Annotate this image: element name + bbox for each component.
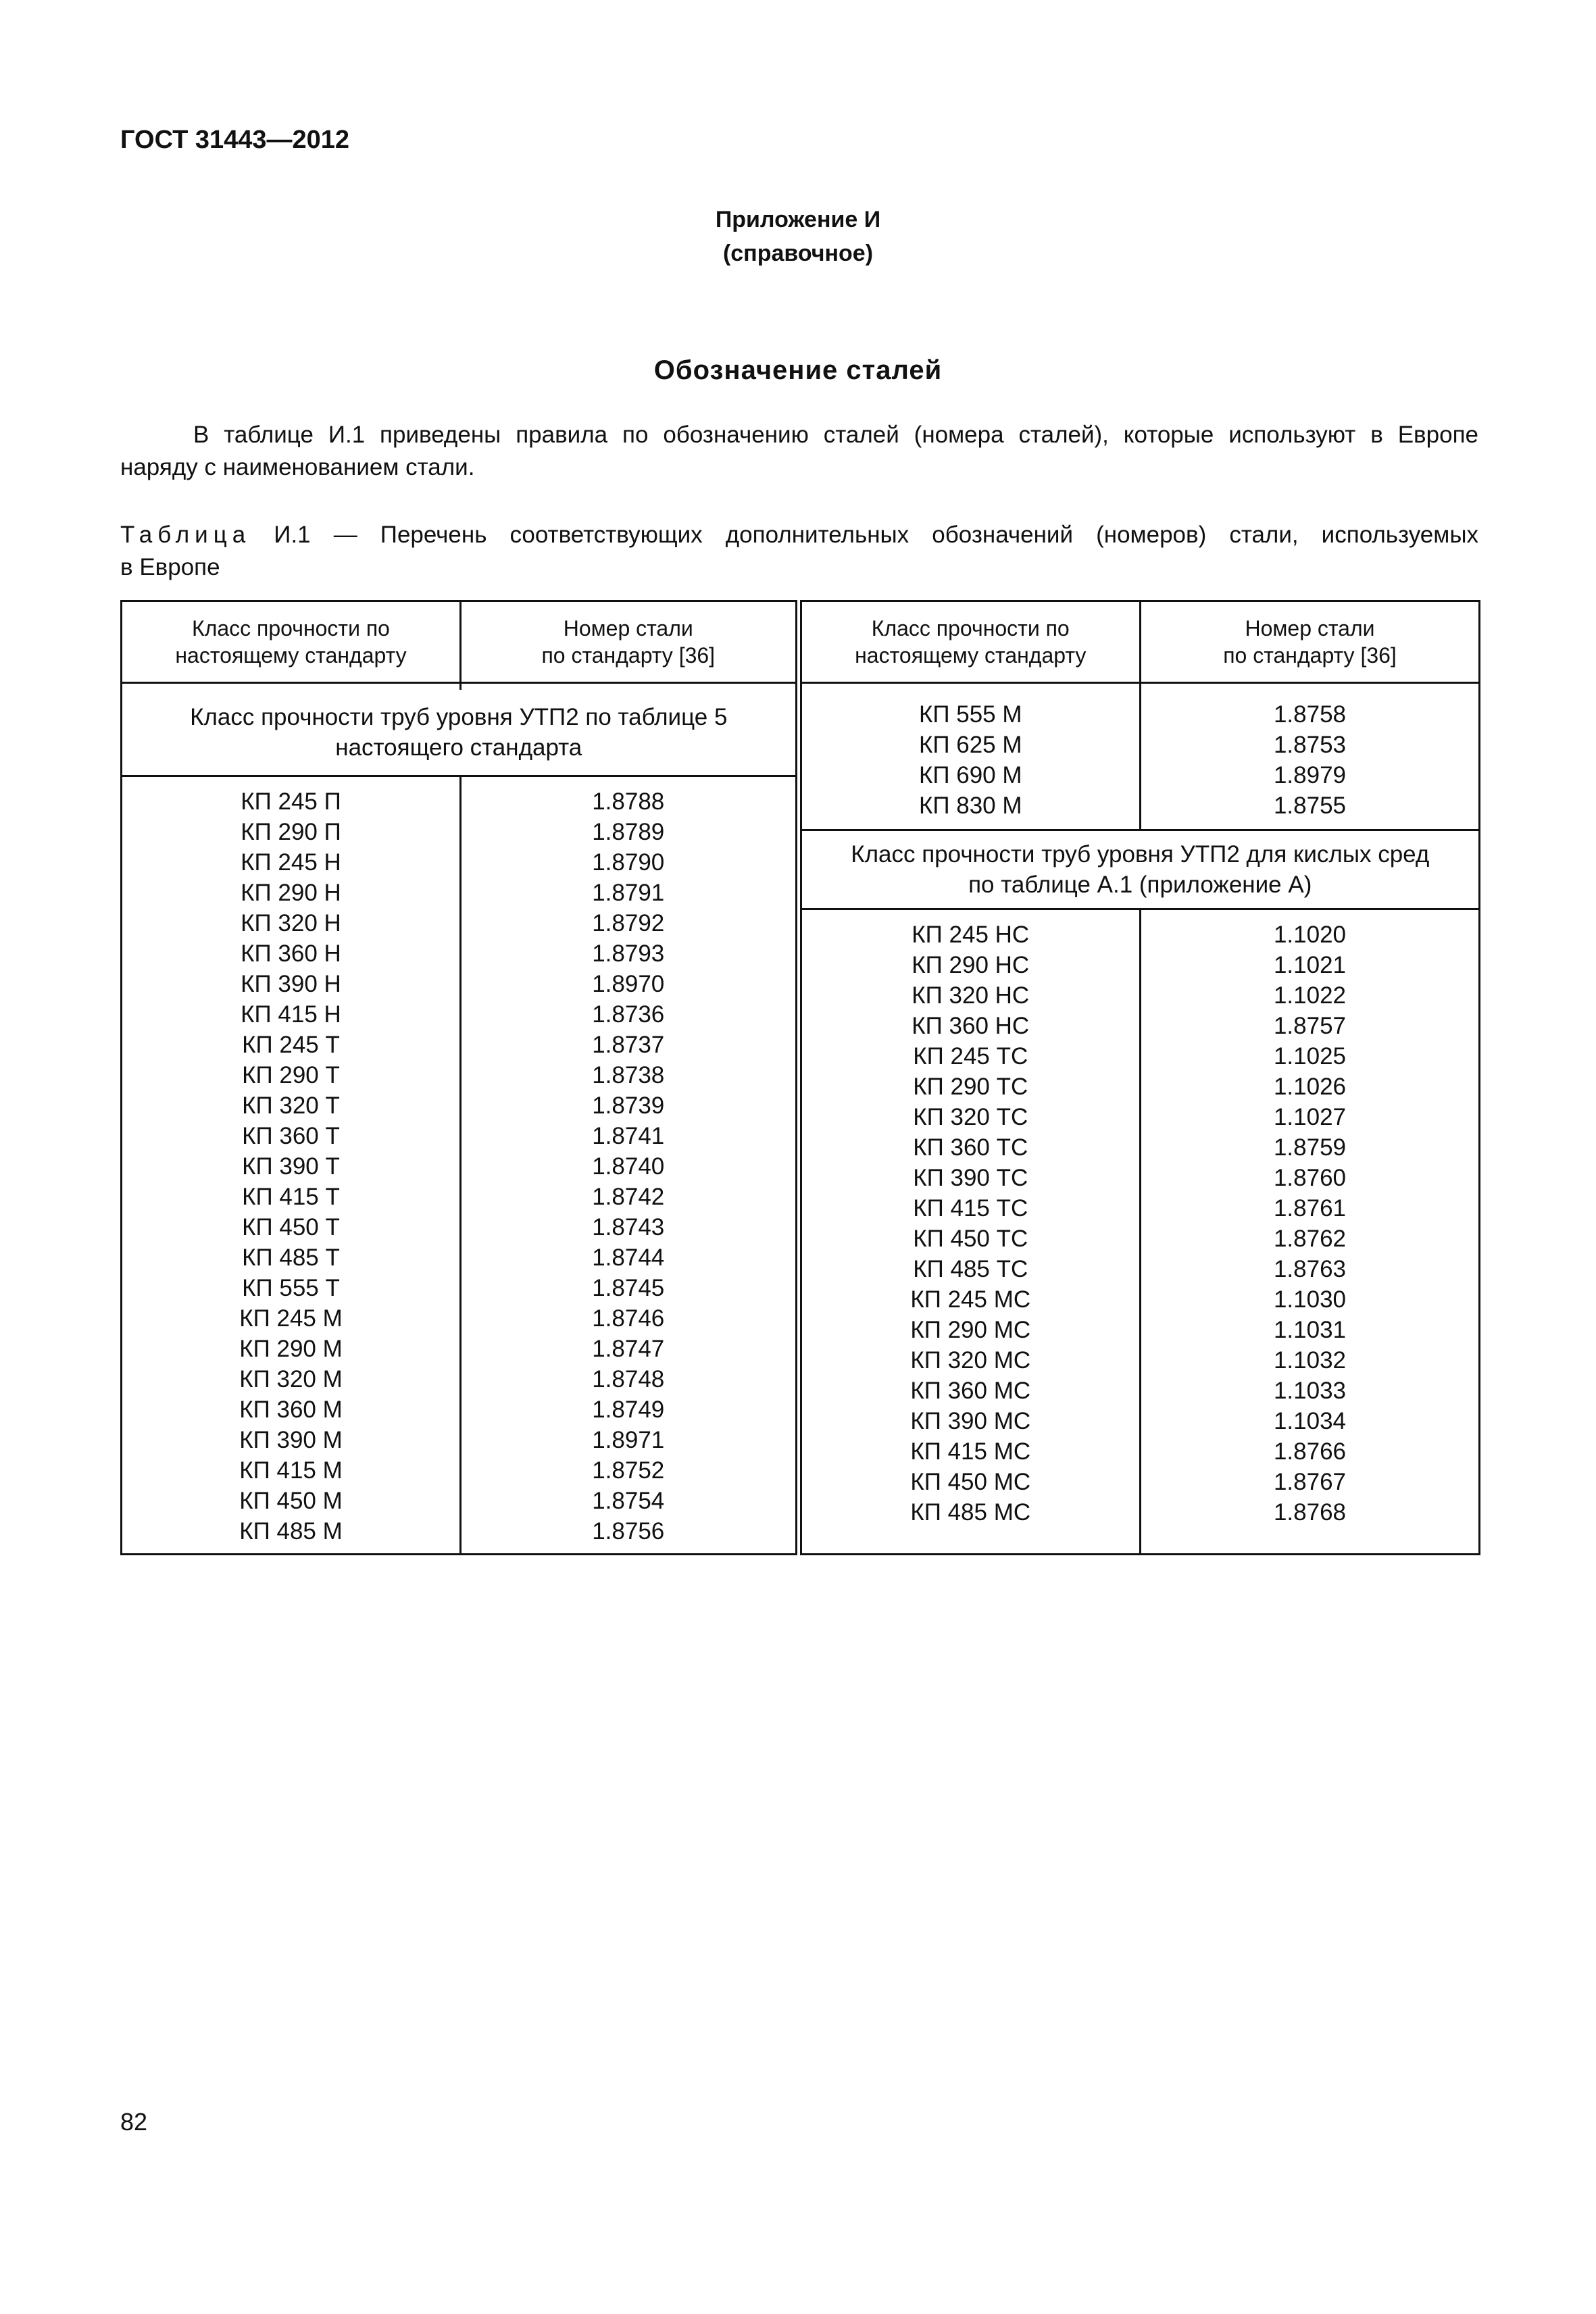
strength-class-cell: КП 415 Т [242,1183,340,1210]
left-group-heading: Класс прочности труб уровня УТП2 по таблице 5 настоящего стандарта [122,690,799,776]
strength-class-cell: КП 290 П [241,818,341,845]
strength-class-cell: КП 450 МС [910,1468,1031,1495]
strength-class-cell: КП 450 ТС [913,1225,1028,1252]
steel-number-cell: 1.8739 [592,1092,665,1119]
table-header-row [122,601,1480,683]
strength-class-cell: КП 360 НС [912,1012,1030,1039]
strength-class-cell: КП 390 М [239,1426,343,1453]
strength-class-cell: КП 450 М [239,1487,343,1514]
steel-number-cell: 1.8756 [592,1517,665,1544]
steel-number-cell: 1.8748 [592,1365,665,1392]
caption-line-2: в Европе [120,554,220,580]
steel-number-cell: 1.8788 [592,788,665,815]
strength-class-cell: КП 290 НС [912,951,1030,978]
strength-class-cell: КП 320 Т [242,1092,340,1119]
strength-class-cell: КП 390 ТС [913,1164,1028,1191]
steel-number-cell: 1.8768 [1273,1499,1347,1526]
strength-class-cell: КП 415 М [239,1457,343,1484]
strength-class-cell: КП 450 Т [242,1213,340,1240]
steel-number-cell: 1.8793 [592,940,665,967]
steel-number-cell: 1.8789 [592,818,665,845]
steel-number-cell: 1.8747 [592,1335,665,1362]
strength-class-cell: КП 390 МС [910,1407,1031,1434]
steel-number-cell: 1.8791 [592,879,665,906]
header-class-right: Класс прочности по настоящему стандарту [799,601,1141,683]
steel-number-cell: 1.8792 [592,909,665,936]
page-number: 82 [120,2108,148,2136]
left-number-list [461,776,799,1554]
strength-class-cell: КП 290 Н [241,879,341,906]
strength-class-cell: КП 245 Т [242,1031,340,1058]
strength-class-cell: КП 320 НС [912,982,1030,1009]
strength-class-cell: КП 555 Т [242,1274,340,1301]
strength-class-cell: КП 290 М [239,1335,343,1362]
appendix-label: Приложение И [715,207,881,232]
strength-class-cell: КП 290 МС [910,1316,1031,1343]
strength-class-cell: КП 320 Н [241,909,341,936]
strength-class-cell: КП 360 Н [241,940,341,967]
strength-class-cell: КП 245 Н [241,849,341,876]
appendix-type: (справочное) [722,241,874,266]
right-class-list [799,909,1141,1554]
steel-number-cell: 1.8755 [1273,792,1347,819]
table-caption [120,519,1478,584]
strength-class-cell: КП 485 ТС [913,1255,1028,1282]
steel-number-cell: 1.8752 [592,1457,665,1484]
steel-number-cell: 1.1031 [1273,1316,1347,1343]
steel-number-cell: 1.1022 [1273,982,1347,1009]
strength-class-cell: КП 415 ТС [913,1194,1028,1222]
steel-number-cell: 1.8971 [592,1426,665,1453]
strength-class-cell: КП 290 ТС [913,1073,1028,1100]
section-title: Обозначение сталей [653,355,943,385]
steel-number-cell: 1.8762 [1273,1225,1347,1252]
steel-number-cell: 1.8753 [1273,731,1347,758]
steel-number-cell: 1.1025 [1273,1042,1347,1070]
standard-designation: ГОСТ 31443—2012 [120,126,350,154]
steel-number-cell: 1.1026 [1273,1073,1347,1100]
steel-number-cell: 1.1027 [1273,1103,1347,1130]
strength-class-cell: КП 245 ТС [913,1042,1028,1070]
strength-class-cell: КП 320 МС [910,1347,1031,1374]
strength-class-cell: КП 415 Н [241,1001,341,1028]
steel-number-cell: 1.8757 [1273,1012,1347,1039]
steel-number-cell: 1.1033 [1273,1377,1347,1404]
strength-class-cell: КП 485 М [239,1517,343,1544]
steel-number-cell: 1.8760 [1273,1164,1347,1191]
header-class-left: Класс прочности по настоящему стандарту [122,601,461,683]
strength-class-cell: КП 830 М [918,792,1022,819]
steel-number-cell: 1.8767 [1273,1468,1347,1495]
steel-number-cell: 1.8743 [592,1213,665,1240]
steel-number-cell: 1.8758 [1273,701,1347,728]
right-top-class-list [799,690,1141,830]
header-number-left: Номер стали по стандарту [36] [461,601,799,683]
steel-number-cell: 1.8737 [592,1031,665,1058]
strength-class-cell: КП 290 Т [242,1061,340,1088]
intro-line-1: В таблице И.1 приведены правила по обозначению сталей (номера сталей), которые используют в Европе [193,422,1478,448]
steel-number-cell: 1.8790 [592,849,665,876]
intro-paragraph [120,419,1478,484]
steel-number-cell: 1.8738 [592,1061,665,1088]
steel-number-cell: 1.8736 [592,1001,665,1028]
strength-class-cell: КП 690 М [918,761,1022,788]
steel-number-cell: 1.8754 [592,1487,665,1514]
caption-line-1 [120,519,1478,551]
right-number-list [1141,909,1480,1554]
body-row [122,690,1480,776]
strength-class-cell: КП 360 МС [910,1377,1031,1404]
strength-class-cell: КП 245 П [241,788,341,815]
caption-text: И.1 — Перечень соответствующих дополнительных обозначений (номеров) стали, используемых [251,522,1478,548]
steel-number-cell: 1.8749 [592,1396,665,1423]
steel-number-cell: 1.8744 [592,1244,665,1271]
strength-class-cell: КП 555 М [918,701,1022,728]
strength-class-cell: КП 360 М [239,1396,343,1423]
strength-class-cell: КП 625 М [918,731,1022,758]
caption-label: Таблица [120,522,251,548]
steel-number-cell: 1.8740 [592,1153,665,1180]
steel-number-cell: 1.1021 [1273,951,1347,978]
steel-number-cell: 1.1032 [1273,1347,1347,1374]
steel-number-cell: 1.8759 [1273,1134,1347,1161]
strength-class-cell: КП 245 НС [912,921,1030,948]
strength-class-cell: КП 390 Н [241,970,341,997]
left-class-list [122,776,461,1554]
steel-number-cell: 1.8763 [1273,1255,1347,1282]
steel-number-cell: 1.8742 [592,1183,665,1210]
right-group-heading: Класс прочности труб уровня УТП2 для кислых сред по таблице А.1 (приложение А) [799,830,1480,909]
strength-class-cell: КП 320 М [239,1365,343,1392]
steel-number-cell: 1.8979 [1273,761,1347,788]
steel-number-cell: 1.1030 [1273,1286,1347,1313]
strength-class-cell: КП 245 М [239,1305,343,1332]
strength-class-cell: КП 360 ТС [913,1134,1028,1161]
steel-number-cell: 1.8746 [592,1305,665,1332]
strength-class-cell: КП 390 Т [242,1153,340,1180]
strength-class-cell: КП 485 Т [242,1244,340,1271]
steel-numbers-table [120,600,1480,1555]
strength-class-cell: КП 360 Т [242,1122,340,1149]
steel-number-cell: 1.8766 [1273,1438,1347,1465]
right-top-number-list [1141,690,1480,830]
steel-number-cell: 1.1034 [1273,1407,1347,1434]
steel-number-cell: 1.8741 [592,1122,665,1149]
strength-class-cell: КП 415 МС [910,1438,1031,1465]
intro-line-2: наряду с наименованием стали. [120,454,475,480]
steel-number-cell: 1.8970 [592,970,665,997]
strength-class-cell: КП 245 МС [910,1286,1031,1313]
steel-number-cell: 1.8745 [592,1274,665,1301]
strength-class-cell: КП 485 МС [910,1499,1031,1526]
strength-class-cell: КП 320 ТС [913,1103,1028,1130]
header-separator [122,683,1480,690]
header-number-right: Номер стали по стандарту [36] [1141,601,1480,683]
steel-number-cell: 1.8761 [1273,1194,1347,1222]
steel-number-cell: 1.1020 [1273,921,1347,948]
appendix-heading [0,203,1596,270]
